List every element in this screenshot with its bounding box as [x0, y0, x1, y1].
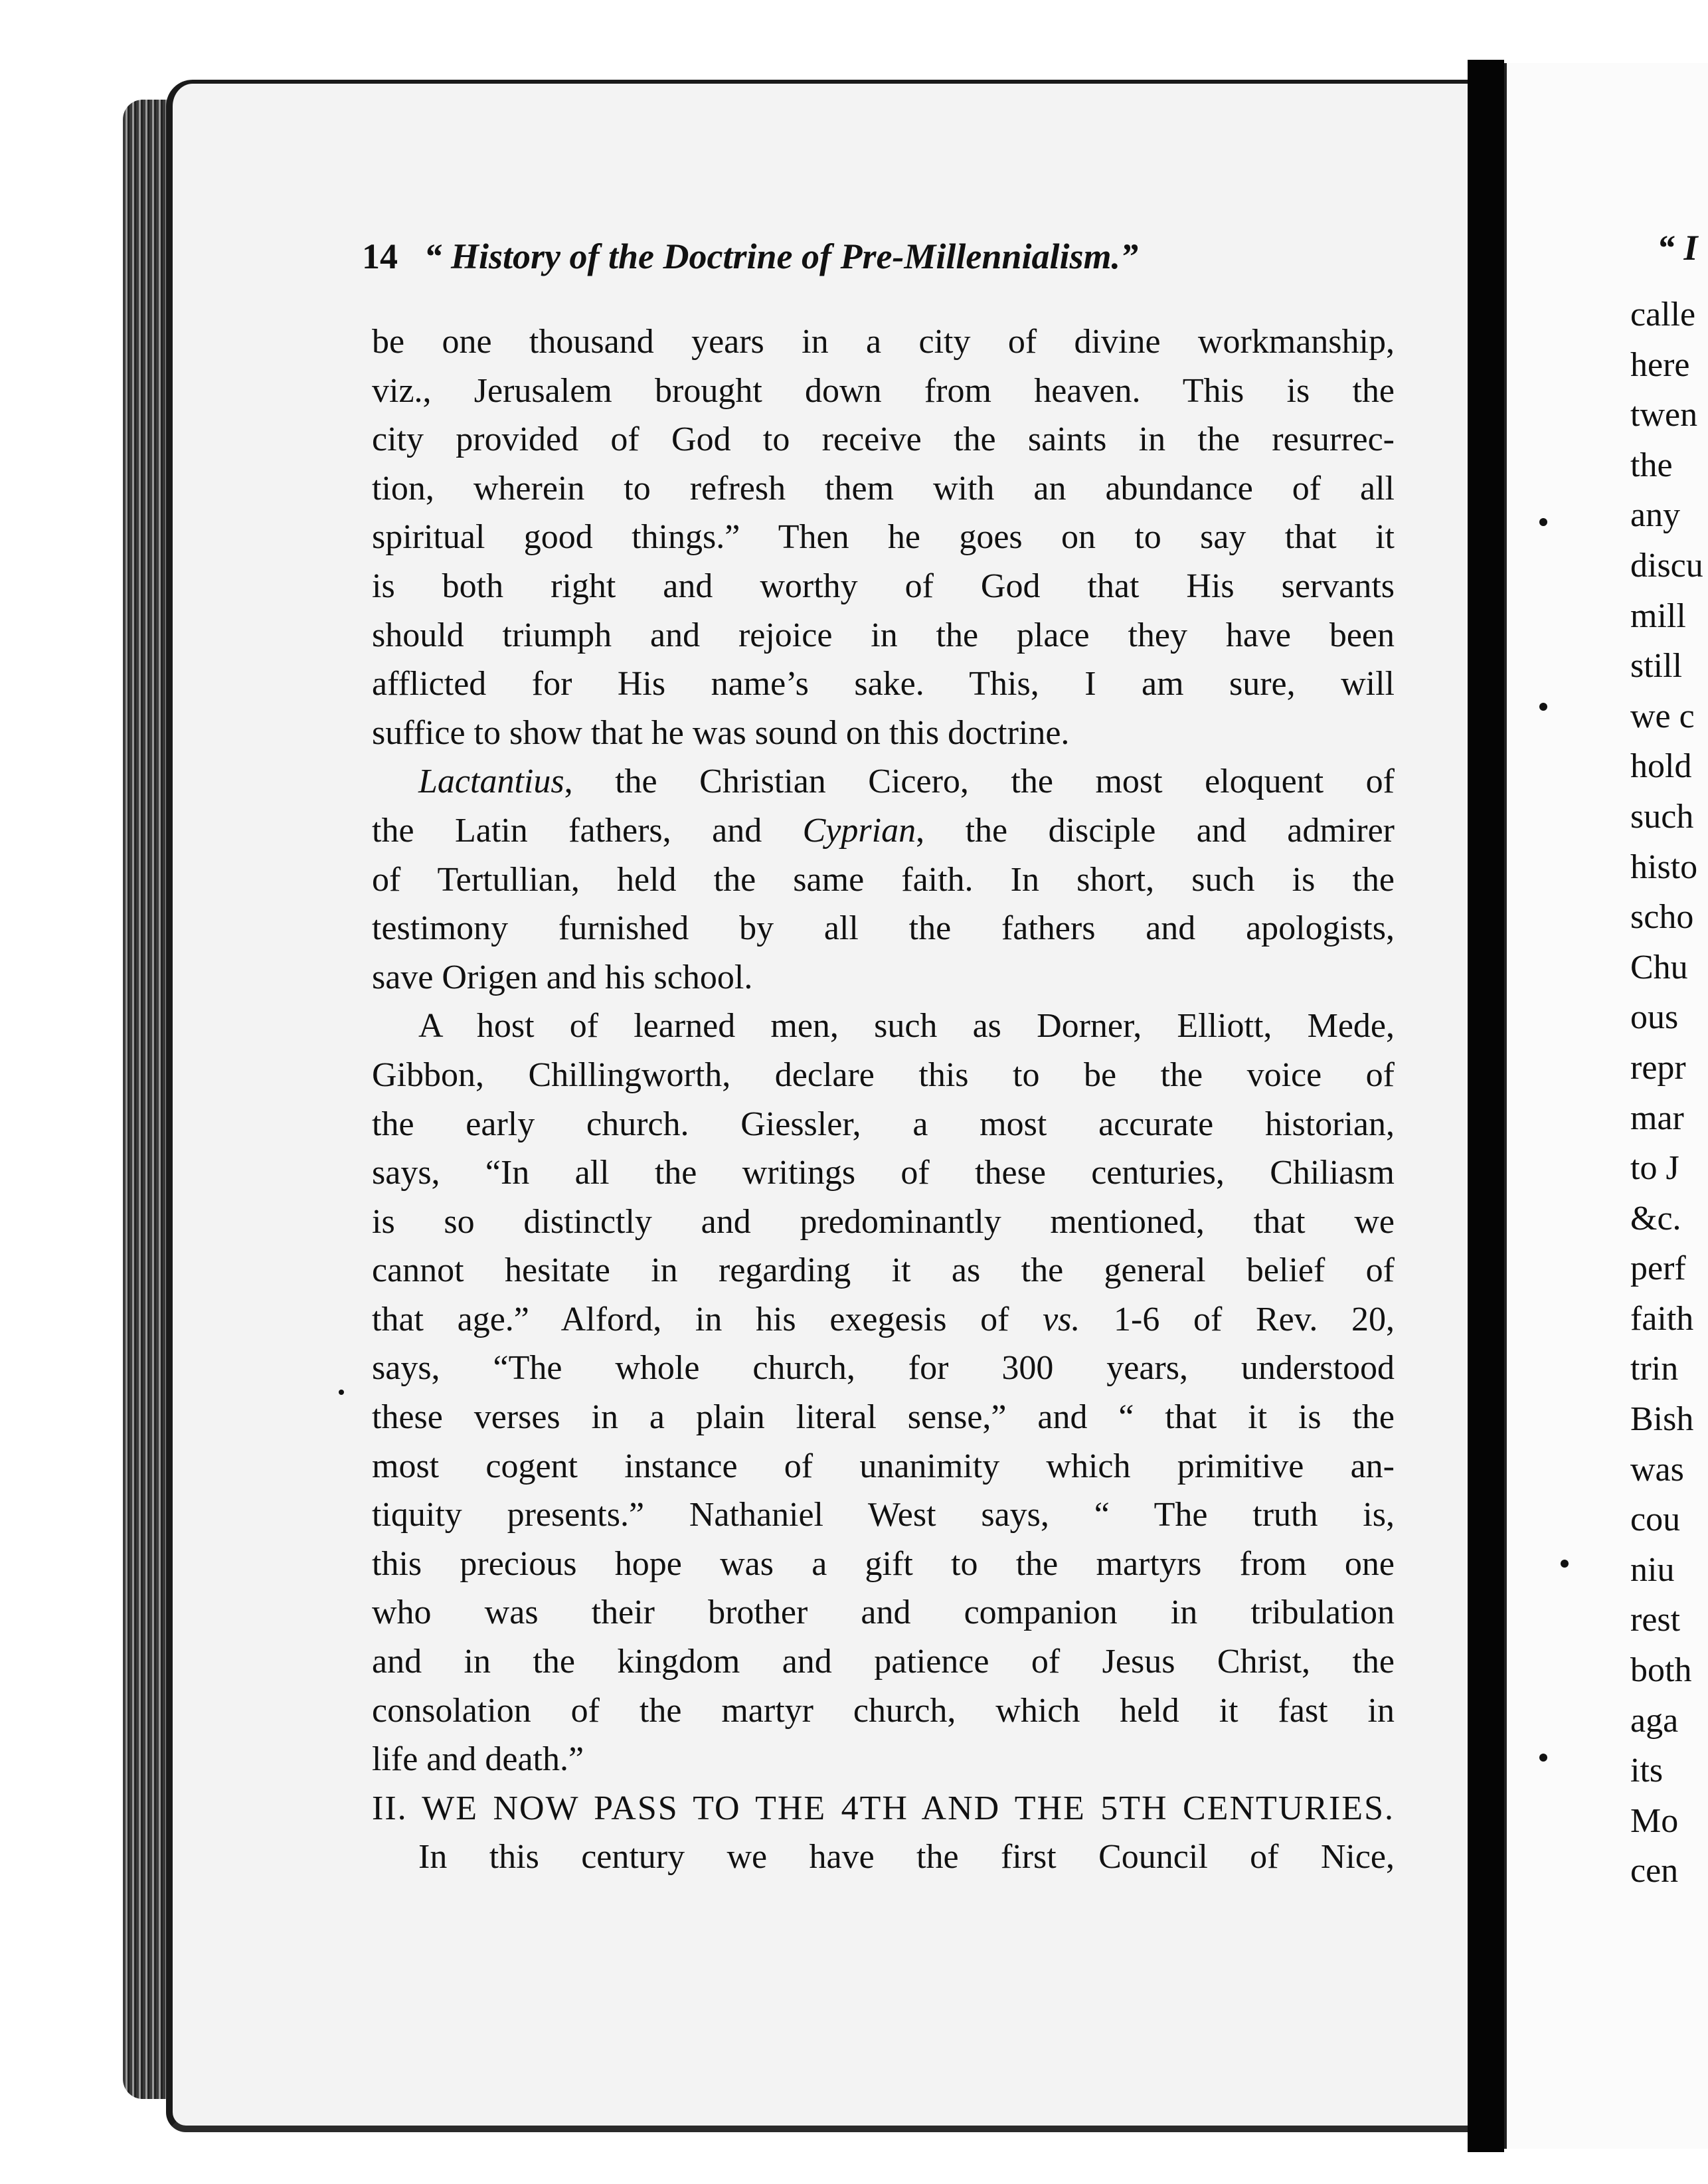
right-page-line-fragment: we c — [1630, 697, 1695, 735]
page-number: 14 — [362, 236, 398, 276]
body-text — [372, 318, 1395, 1882]
right-page-line-fragment: faith — [1630, 1299, 1694, 1338]
running-header — [362, 236, 1398, 277]
text-line: of Tertullian, held the same faith. In short, such is the — [372, 860, 1395, 899]
text-line: Gibbon, Chillingworth, declare this to be the voice of — [372, 1055, 1395, 1094]
text-line: who was their brother and companion in tribulation — [372, 1593, 1395, 1632]
italic-name: Cyprian — [802, 811, 916, 850]
text-line: most cogent instance of unanimity which primitive an- — [372, 1447, 1395, 1485]
right-page-line-fragment: calle — [1630, 296, 1696, 333]
right-page-line-fragment: the — [1630, 446, 1673, 484]
text-line: says, “The whole church, for 300 years, understood — [372, 1349, 1395, 1388]
right-page-line-fragment: such — [1630, 797, 1694, 836]
text-line: cannot hesitate in regarding it as the general belief of — [372, 1251, 1395, 1290]
right-page-line-fragment: was — [1630, 1450, 1684, 1489]
text-line: be one thousand years in a city of divine workmanship, — [372, 323, 1395, 361]
text-line: consolation of the martyr church, which held it fast in — [372, 1691, 1395, 1730]
text-run: that age.” Alford, in his exegesis of — [372, 1300, 1043, 1338]
right-page-line-fragment: Chu — [1630, 948, 1688, 986]
right-page-line-fragment: aga — [1630, 1701, 1679, 1740]
text-line: is so distinctly and predominantly mentioned, that we — [372, 1202, 1395, 1241]
text-line — [372, 757, 1395, 806]
right-page-line-fragment: niu — [1630, 1550, 1675, 1589]
text-line: should triumph and rejoice in the place they have been — [372, 616, 1395, 654]
right-page-line-fragment: its — [1630, 1752, 1664, 1790]
right-page-line-fragment: mill — [1630, 596, 1686, 635]
right-page-line-fragment: perf — [1630, 1249, 1686, 1288]
text-line: these verses in a plain literal sense,” and “ that it is the — [372, 1398, 1395, 1437]
ink-speck — [1539, 703, 1547, 711]
right-page-line-fragment: rest — [1630, 1601, 1681, 1639]
text-line: afflicted for His name’s sake. This, I am sure, will — [372, 665, 1395, 703]
text-run: the Latin fathers, and — [372, 811, 803, 850]
right-page-line-fragment: ous — [1630, 998, 1679, 1037]
text-line: save Origen and his school. — [372, 958, 753, 996]
text-line: suffice to show that he was sound on this doctrine. — [372, 713, 1070, 752]
text-line: the early church. Giessler, a most accurate historian, — [372, 1105, 1395, 1143]
right-page-line-fragment: any — [1630, 496, 1681, 535]
text-run: 1-6 of Rev. 20, — [1080, 1300, 1395, 1338]
right-page-line-fragment: repr — [1630, 1048, 1686, 1087]
book-gutter — [1468, 60, 1504, 2152]
text-line: says, “In all the writings of these centuries, Chiliasm — [372, 1154, 1395, 1192]
italic-name: vs. — [1043, 1300, 1080, 1338]
right-page-line-fragment: mar — [1630, 1099, 1684, 1137]
text-line: In this century we have the first Council of Nice, — [418, 1838, 1395, 1876]
text-run: , the Christian Cicero, the most eloquent of — [564, 763, 1395, 801]
text-line: spiritual good things.” Then he goes on to say that it — [372, 518, 1395, 557]
right-page-line-fragment: cen — [1630, 1852, 1679, 1890]
right-page-line-fragment: scho — [1630, 898, 1694, 937]
text-line: city provided of God to receive the saints in the resurrec- — [372, 420, 1395, 459]
right-page-line-fragment: cou — [1630, 1501, 1681, 1539]
right-page-line-fragment: twen — [1630, 396, 1698, 434]
right-page-line-fragment: discu — [1630, 546, 1703, 585]
ink-speck — [339, 1390, 344, 1395]
ink-speck — [1539, 518, 1547, 526]
right-page-line-fragment: both — [1630, 1651, 1692, 1690]
right-page-text-fragment — [1630, 223, 1708, 1896]
text-line: II. WE NOW PASS TO THE 4TH AND THE 5TH CENTURIES. — [372, 1789, 1395, 1827]
text-run: , the disciple and admirer — [916, 811, 1395, 850]
right-page-line-fragment: &c. — [1630, 1199, 1681, 1237]
right-page-line-fragment: here — [1630, 345, 1690, 384]
right-page-header-fragment: “ I — [1657, 228, 1698, 268]
right-page-line-fragment: Mo — [1630, 1801, 1679, 1840]
right-page-line-fragment: still — [1630, 647, 1683, 685]
text-line: A host of learned men, such as Dorner, Elliott, Mede, — [418, 1007, 1395, 1046]
text-line: viz., Jerusalem brought down from heaven. This is the — [372, 371, 1395, 410]
italic-name: Lactantius — [418, 763, 564, 801]
right-page-line-fragment: hold — [1630, 747, 1692, 786]
text-line: testimony furnished by all the fathers and apologists, — [372, 909, 1395, 948]
text-line: is both right and worthy of God that His servants — [372, 567, 1395, 605]
ink-speck — [1539, 1754, 1547, 1762]
text-line: and in the kingdom and patience of Jesus Christ, the — [372, 1643, 1395, 1681]
text-line: life and death.” — [372, 1740, 584, 1779]
right-page-line-fragment: to J — [1630, 1149, 1679, 1188]
right-page-line-fragment: Bish — [1630, 1400, 1694, 1439]
text-line: tiquity presents.” Nathaniel West says, “ The truth is, — [372, 1496, 1395, 1534]
running-title: “ History of the Doctrine of Pre-Millennialism.” — [424, 236, 1138, 276]
text-line: this precious hope was a gift to the martyrs from one — [372, 1544, 1395, 1583]
ink-speck — [1561, 1560, 1569, 1568]
text-line: tion, wherein to refresh them with an abundance of all — [372, 469, 1395, 507]
right-page-line-fragment: trin — [1630, 1350, 1679, 1388]
text-line — [372, 1295, 1395, 1344]
right-page-line-fragment: histo — [1630, 848, 1698, 886]
text-line — [372, 806, 1395, 856]
